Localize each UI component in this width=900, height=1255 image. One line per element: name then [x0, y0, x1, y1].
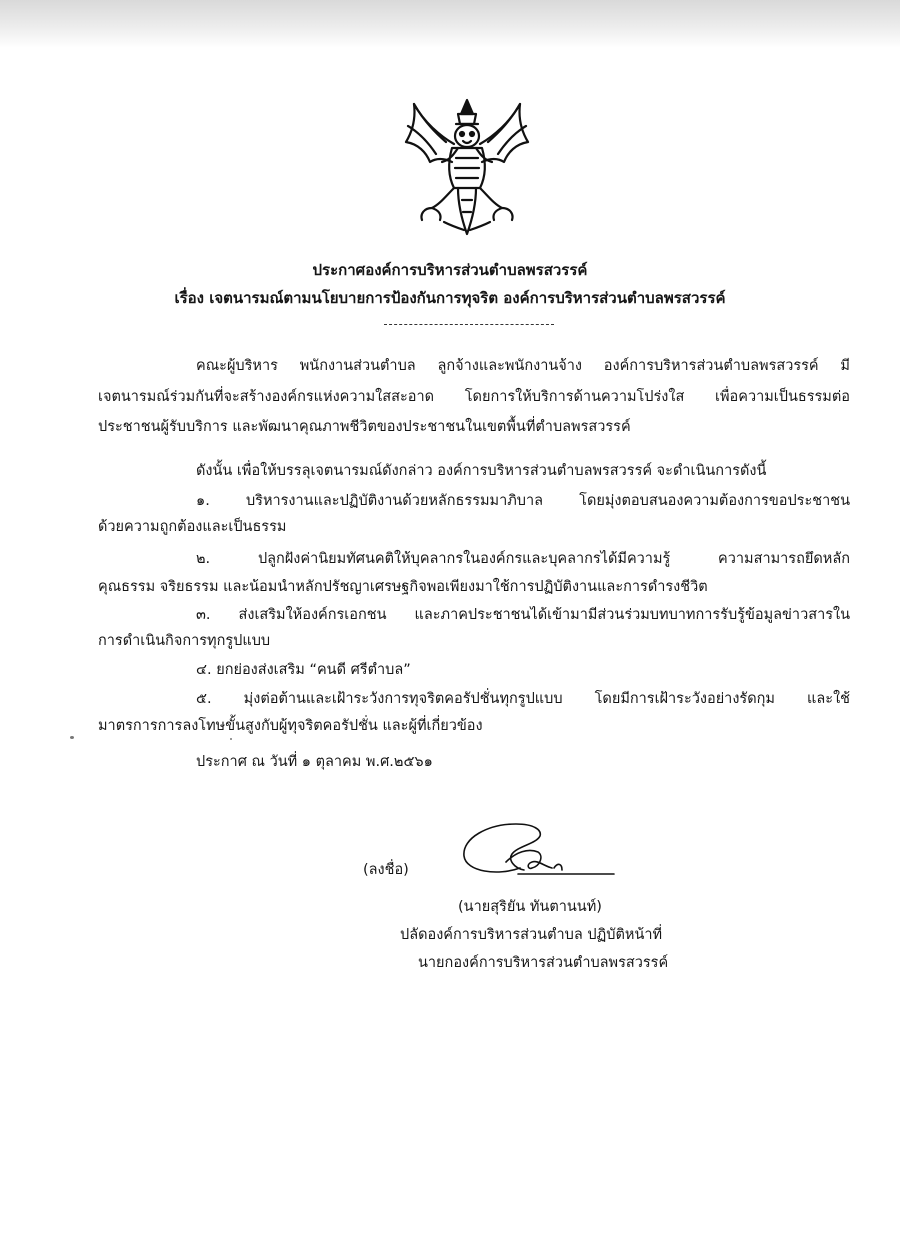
signer-name: (นายสุริยัน ทันตานนท์) — [458, 899, 602, 915]
item-5-line-2: มาตรการการลงโทษขั้นสูงกับผู้ทุจริตคอรัปชั่น และผู้ที่เกี่ยวข้อง — [98, 718, 483, 734]
item-1-line-2: ด้วยความถูกต้องและเป็นธรรม — [98, 519, 287, 535]
item-3-line-2: การดำเนินกิจการทุกรูปแบบ — [98, 633, 271, 649]
announce-date: ประกาศ ณ วันที่ ๑ ตุลาคม พ.ศ.๒๕๖๑ — [196, 754, 433, 770]
item-5-line-1: ๕. มุ่งต่อต้านและเฝ้าระวังการทุจริตคอรัปชั่นทุกรูปแบบ โดยมีการเฝ้าระวังอย่างรัดกุม และใช้ — [196, 691, 850, 707]
title-divider — [384, 324, 554, 325]
scan-speck — [230, 738, 232, 740]
scan-speck — [70, 736, 74, 739]
intro-line-3: ประชาชนผู้รับบริการ และพัฒนาคุณภาพชีวิตของประชาชนในเขตพื้นที่ตำบลพรสวรรค์ — [98, 419, 631, 435]
intro-line-1: คณะผู้บริหาร พนักงานส่วนตำบล ลูกจ้างและพนักงานจ้าง องค์การบริหารส่วนตำบลพรสวรรค์ มี — [196, 358, 850, 374]
item-3-line-1: ๓. ส่งเสริมให้องค์กรเอกชน และภาคประชาชนได้เข้ามามีส่วนร่วมบทบาทการรับรู้ข้อมูลข่าวสารใน — [196, 607, 850, 623]
signer-position-2: นายกองค์การบริหารส่วนตำบลพรสวรรค์ — [418, 955, 669, 971]
announcement-title: ประกาศองค์การบริหารส่วนตำบลพรสวรรค์ — [312, 261, 588, 279]
intro-line-2: เจตนารมณ์ร่วมกันที่จะสร้างองค์กรแห่งความใสสะอาด โดยการให้บริการด้านความโปร่งใส เพื่อความเป็นธรรมต่อ — [98, 389, 850, 405]
scan-top-shadow — [0, 0, 900, 48]
lead-paragraph: ดังนั้น เพื่อให้บรรลุเจตนารมณ์ดังกล่าว องค์การบริหารส่วนตำบลพรสวรรค์ จะดำเนินการดังนี้ — [196, 463, 767, 479]
item-1-line-1: ๑. บริหารงานและปฏิบัติงานด้วยหลักธรรมมาภิบาล โดยมุ่งตอบสนองความต้องการขอประชาชน — [196, 493, 850, 509]
item-2-line-1: ๒. ปลูกฝังค่านิยมทัศนคติให้บุคลากรในองค์กรและบุคลากรได้มีความรู้ ความสามารถยึดหลัก — [196, 551, 850, 567]
sign-label: (ลงชื่อ) — [363, 862, 409, 878]
signer-position-1: ปลัดองค์การบริหารส่วนตำบล ปฏิบัติหน้าที่ — [400, 927, 663, 943]
item-2-line-2: คุณธรรม จริยธรรม และน้อมนำหลักปรัชญาเศรษฐกิจพอเพียงมาใช้การปฏิบัติงานและการดำรงชีวิต — [98, 579, 708, 595]
garuda-emblem-icon — [402, 96, 532, 238]
announcement-subject: เรื่อง เจตนารมณ์ตามนโยบายการป้องกันการทุจริต องค์การบริหารส่วนตำบลพรสวรรค์ — [174, 289, 726, 307]
handwritten-signature-icon — [458, 818, 618, 896]
item-4-line-1: ๔. ยกย่องส่งเสริม “คนดี ศรีตำบล” — [196, 662, 411, 678]
